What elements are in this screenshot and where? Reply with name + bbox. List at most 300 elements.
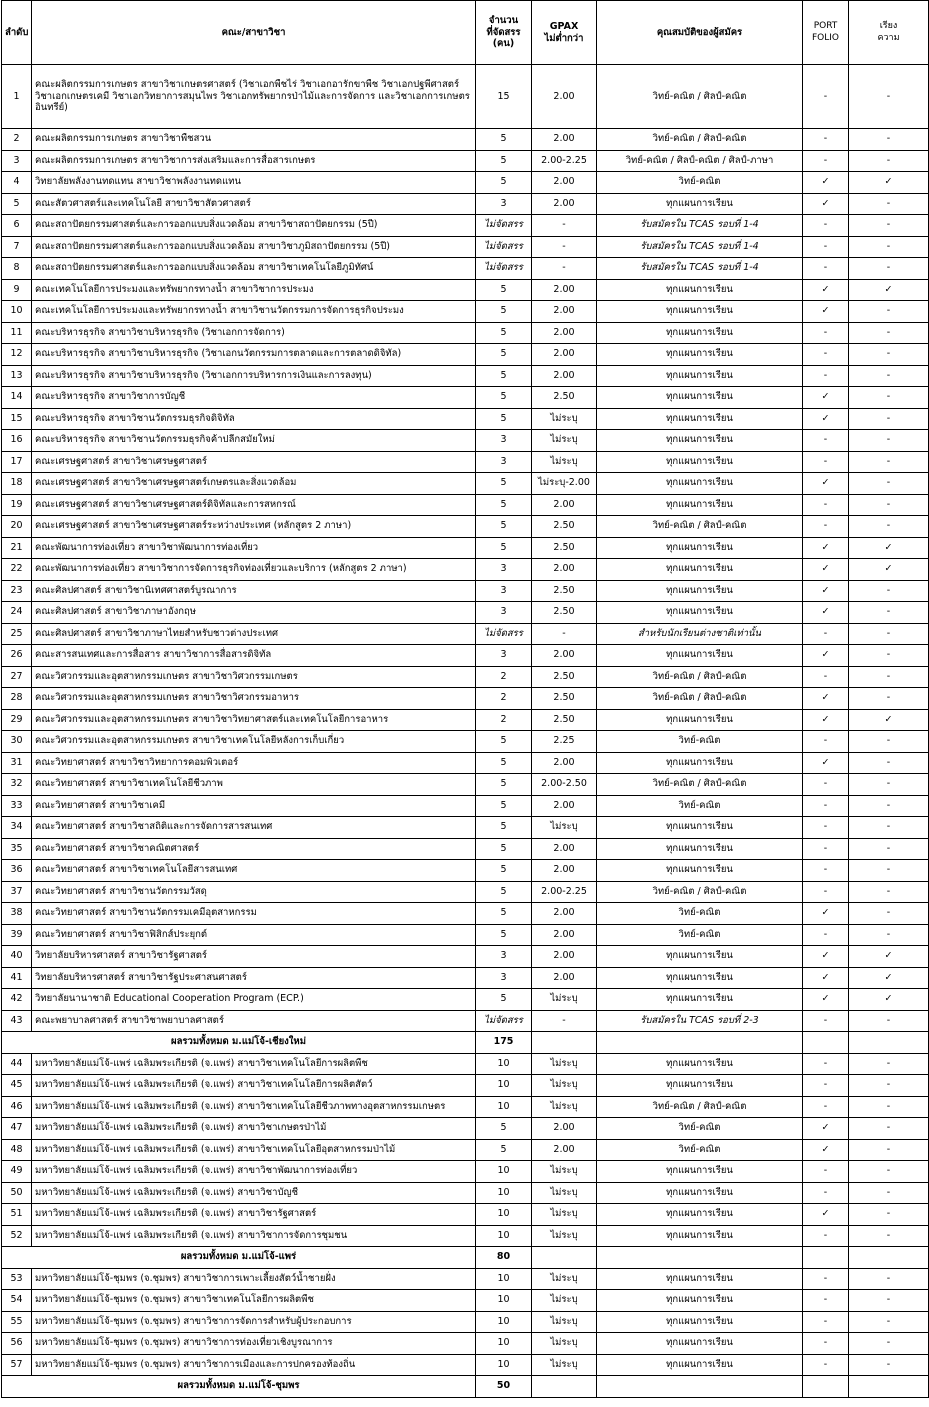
table-row <box>2 65 929 129</box>
cell-quota: 5 <box>476 1139 532 1161</box>
cell-essay: - <box>849 1010 929 1032</box>
cell-gpax: 2.00 <box>532 193 597 215</box>
cell-gpax: 2.00 <box>532 924 597 946</box>
cell-qualification: ทุกแผนการเรียน <box>597 430 803 452</box>
cell-portfolio: ✓ <box>803 301 849 323</box>
cell-gpax: ไม่ระบุ <box>532 1290 597 1312</box>
cell-faculty: คณะเศรษฐศาสตร์ สาขาวิชาเศรษฐศาสตร์ดิจิทัลและการสหกรณ์ <box>32 494 476 516</box>
cell-quota: 10 <box>476 1096 532 1118</box>
cell-essay: - <box>849 602 929 624</box>
cell-faculty: คณะวิทยาศาสตร์ สาขาวิชาเทคโนโลยีชีวภาพ <box>32 774 476 796</box>
cell-no: 13 <box>2 365 32 387</box>
cell-faculty: คณะวิทยาศาสตร์ สาขาวิชานวัตกรรมวัสดุ <box>32 881 476 903</box>
cell-faculty: คณะเศรษฐศาสตร์ สาขาวิชาเศรษฐศาสตร์เกษตรและสิ่งแวดล้อม <box>32 473 476 495</box>
cell-gpax: - <box>532 236 597 258</box>
cell-portfolio: - <box>803 1268 849 1290</box>
cell-gpax: 2.00 <box>532 279 597 301</box>
table-row <box>2 1053 929 1075</box>
cell-faculty: วิทยาลัยบริหารศาสตร์ สาขาวิชารัฐประศาสนศาสตร์ <box>32 967 476 989</box>
cell-faculty: คณะพัฒนาการท่องเที่ยว สาขาวิชาการจัดการธุรกิจท่องเที่ยวและบริการ (หลักสูตร 2 ภาษา) <box>32 559 476 581</box>
cell-qualification: วิทย์-คณิต / ศิลป์-คณิต <box>597 666 803 688</box>
table-row <box>2 344 929 366</box>
cell-qualification: ทุกแผนการเรียน <box>597 1161 803 1183</box>
cell-quota: 3 <box>476 645 532 667</box>
cell-no: 46 <box>2 1096 32 1118</box>
cell-essay: - <box>849 387 929 409</box>
cell-portfolio: - <box>803 365 849 387</box>
cell-quota: 5 <box>476 731 532 753</box>
table-row <box>2 408 929 430</box>
cell-gpax: 2.00-2.25 <box>532 881 597 903</box>
table-row <box>2 1290 929 1312</box>
cell-quota: 5 <box>476 172 532 194</box>
table-row <box>2 215 929 237</box>
cell-faculty: คณะผลิตกรรมการเกษตร สาขาวิชาพืชสวน <box>32 129 476 151</box>
cell-no: 39 <box>2 924 32 946</box>
table-row <box>2 365 929 387</box>
cell-essay: - <box>849 881 929 903</box>
cell-no: 4 <box>2 172 32 194</box>
cell-quota: 10 <box>476 1268 532 1290</box>
table-row <box>2 258 929 280</box>
cell-portfolio: - <box>803 623 849 645</box>
header-portfolio-line1: PORT <box>813 21 838 32</box>
cell-portfolio: - <box>803 322 849 344</box>
cell-no: 15 <box>2 408 32 430</box>
cell-qualification: ทุกแผนการเรียน <box>597 451 803 473</box>
cell-quota: 2 <box>476 709 532 731</box>
cell-qualification: รับสมัครใน TCAS รอบที่ 1-4 <box>597 215 803 237</box>
cell-faculty: มหาวิทยาลัยแม่โจ้-แพร่ เฉลิมพระเกียรติ (จ.แพร่) สาขาวิชาพัฒนาการท่องเที่ยว <box>32 1161 476 1183</box>
header-gpax-line1: GPAX <box>549 20 579 32</box>
cell-gpax: 2.00 <box>532 322 597 344</box>
cell-quota: 10 <box>476 1204 532 1226</box>
cell-essay: - <box>849 516 929 538</box>
cell-qualification: ทุกแผนการเรียน <box>597 408 803 430</box>
cell-essay: - <box>849 1354 929 1376</box>
cell-gpax: - <box>532 258 597 280</box>
cell-no: 50 <box>2 1182 32 1204</box>
cell-essay: - <box>849 430 929 452</box>
cell-essay: - <box>849 666 929 688</box>
table-row <box>2 279 929 301</box>
cell-no: 21 <box>2 537 32 559</box>
cell-faculty: คณะศิลปศาสตร์ สาขาวิชานิเทศศาสตร์บูรณาการ <box>32 580 476 602</box>
cell-portfolio: ✓ <box>803 408 849 430</box>
cell-quota: 5 <box>476 365 532 387</box>
cell-essay: ✓ <box>849 279 929 301</box>
cell-qualification: ทุกแผนการเรียน <box>597 817 803 839</box>
cell-portfolio: ✓ <box>803 602 849 624</box>
cell-quota: 5 <box>476 322 532 344</box>
header-essay <box>849 1 929 65</box>
table-row <box>2 236 929 258</box>
cell-portfolio: - <box>803 795 849 817</box>
cell-no: 43 <box>2 1010 32 1032</box>
cell-essay: - <box>849 322 929 344</box>
cell-qualification: ทุกแผนการเรียน <box>597 989 803 1011</box>
cell-quota: 10 <box>476 1354 532 1376</box>
cell-no: 53 <box>2 1268 32 1290</box>
cell-qualification: รับสมัครใน TCAS รอบที่ 1-4 <box>597 258 803 280</box>
cell-essay: - <box>849 860 929 882</box>
cell-faculty: คณะวิศวกรรมและอุตสาหกรรมเกษตร สาขาวิชาเทคโนโลยีหลังการเก็บเกี่ยว <box>32 731 476 753</box>
cell-quota: 5 <box>476 344 532 366</box>
cell-qualification: ทุกแผนการเรียน <box>597 387 803 409</box>
cell-portfolio: ✓ <box>803 279 849 301</box>
cell-faculty: คณะวิศวกรรมและอุตสาหกรรมเกษตร สาขาวิชาวิศวกรรมเกษตร <box>32 666 476 688</box>
cell-quota: 10 <box>476 1075 532 1097</box>
cell-portfolio: - <box>803 1053 849 1075</box>
cell-no: 41 <box>2 967 32 989</box>
cell-portfolio: - <box>803 838 849 860</box>
cell-qualification: ทุกแผนการเรียน <box>597 580 803 602</box>
cell-qualification: ทุกแผนการเรียน <box>597 967 803 989</box>
cell-qualification: ทุกแผนการเรียน <box>597 365 803 387</box>
cell-essay: - <box>849 580 929 602</box>
cell-portfolio: - <box>803 494 849 516</box>
cell-qualification: วิทย์-คณิต / ศิลป์-คณิต / ศิลป์-ภาษา <box>597 150 803 172</box>
cell-faculty: คณะวิทยาศาสตร์ สาขาวิชาเคมี <box>32 795 476 817</box>
cell-portfolio: - <box>803 65 849 129</box>
subtotal-value: 50 <box>476 1376 532 1398</box>
cell-qualification: ทุกแผนการเรียน <box>597 473 803 495</box>
cell-gpax: 2.50 <box>532 666 597 688</box>
cell-essay: - <box>849 1333 929 1355</box>
cell-essay: - <box>849 688 929 710</box>
cell-no: 54 <box>2 1290 32 1312</box>
cell-faculty: มหาวิทยาลัยแม่โจ้-แพร่ เฉลิมพระเกียรติ (จ.แพร่) สาขาวิชาเทคโนโลยีอุตสาหกรรมป่าไม้ <box>32 1139 476 1161</box>
cell-no: 20 <box>2 516 32 538</box>
cell-no: 17 <box>2 451 32 473</box>
cell-quota: 3 <box>476 602 532 624</box>
cell-essay: - <box>849 344 929 366</box>
cell-qualification: ทุกแผนการเรียน <box>597 1182 803 1204</box>
table-row <box>2 494 929 516</box>
cell-gpax: 2.00 <box>532 494 597 516</box>
header-portfolio <box>803 1 849 65</box>
table-row <box>2 1268 929 1290</box>
table-row <box>2 1333 929 1355</box>
cell-portfolio: - <box>803 1096 849 1118</box>
table-row <box>2 795 929 817</box>
cell-quota: 10 <box>476 1161 532 1183</box>
cell-no: 8 <box>2 258 32 280</box>
cell-faculty: คณะสถาปัตยกรรมศาสตร์และการออกแบบสิ่งแวดล้อม สาขาวิชาภูมิสถาปัตยกรรม (5ปี) <box>32 236 476 258</box>
cell-essay: - <box>849 494 929 516</box>
cell-portfolio: - <box>803 924 849 946</box>
cell-faculty: มหาวิทยาลัยแม่โจ้-ชุมพร (จ.ชุมพร) สาขาวิชาการจัดการสำหรับผู้ประกอบการ <box>32 1311 476 1333</box>
header-essay-line1: เรียง <box>879 21 898 32</box>
cell-quota: ไม่จัดสรร <box>476 258 532 280</box>
cell-portfolio: - <box>803 666 849 688</box>
cell-essay: - <box>849 1118 929 1140</box>
cell-gpax: ไม่ระบุ <box>532 1333 597 1355</box>
cell-essay: - <box>849 150 929 172</box>
cell-no: 12 <box>2 344 32 366</box>
cell-qualification: วิทย์-คณิต <box>597 1118 803 1140</box>
cell-qualification: ทุกแผนการเรียน <box>597 1290 803 1312</box>
cell-gpax: ไม่ระบุ <box>532 1053 597 1075</box>
cell-no: 44 <box>2 1053 32 1075</box>
cell-quota: 2 <box>476 688 532 710</box>
cell-essay: - <box>849 1161 929 1183</box>
cell-quota: 5 <box>476 150 532 172</box>
cell-gpax: 2.00 <box>532 1139 597 1161</box>
table-header-row <box>2 1 929 65</box>
cell-qualification: สำหรับนักเรียนต่างชาติเท่านั้น <box>597 623 803 645</box>
cell-qualification: ทุกแผนการเรียน <box>597 344 803 366</box>
cell-essay: ✓ <box>849 172 929 194</box>
cell-gpax: 2.50 <box>532 602 597 624</box>
cell-qualification: วิทย์-คณิต / ศิลป์-คณิต <box>597 774 803 796</box>
subtotal-label: ผลรวมทั้งหมด ม.แม่โจ้-เชียงใหม่ <box>2 1032 476 1054</box>
cell-gpax: 2.50 <box>532 537 597 559</box>
cell-quota: 5 <box>476 817 532 839</box>
header-quota-line1: จำนวน <box>488 14 519 26</box>
cell-essay: - <box>849 65 929 129</box>
table-row <box>2 1096 929 1118</box>
cell-gpax: 2.00 <box>532 65 597 129</box>
cell-no: 1 <box>2 65 32 129</box>
cell-essay: - <box>849 365 929 387</box>
cell-faculty: คณะบริหารธุรกิจ สาขาวิชานวัตกรรมธุรกิจค้าปลีกสมัยใหม่ <box>32 430 476 452</box>
cell-portfolio: ✓ <box>803 473 849 495</box>
table-row <box>2 688 929 710</box>
header-no: ลำดับ <box>2 1 32 65</box>
cell-portfolio: - <box>803 731 849 753</box>
cell-portfolio: - <box>803 236 849 258</box>
cell-essay: - <box>849 752 929 774</box>
cell-essay: - <box>849 451 929 473</box>
table-row <box>2 623 929 645</box>
cell-faculty: มหาวิทยาลัยแม่โจ้-ชุมพร (จ.ชุมพร) สาขาวิชาการท่องเที่ยวเชิงบูรณาการ <box>32 1333 476 1355</box>
cell-qualification: ทุกแผนการเรียน <box>597 645 803 667</box>
cell-qualification: วิทย์-คณิต / ศิลป์-คณิต <box>597 129 803 151</box>
cell-qualification: ทุกแผนการเรียน <box>597 193 803 215</box>
cell-qualification: วิทย์-คณิต / ศิลป์-คณิต <box>597 688 803 710</box>
cell-essay: - <box>849 1096 929 1118</box>
cell-portfolio: ✓ <box>803 752 849 774</box>
cell-gpax: ไม่ระบุ <box>532 1161 597 1183</box>
cell-quota: 5 <box>476 1118 532 1140</box>
subtotal-value: 175 <box>476 1032 532 1054</box>
cell-no: 35 <box>2 838 32 860</box>
cell-essay: - <box>849 623 929 645</box>
cell-faculty: คณะศิลปศาสตร์ สาขาวิชาภาษาอังกฤษ <box>32 602 476 624</box>
cell-no: 6 <box>2 215 32 237</box>
cell-faculty: คณะพยาบาลศาสตร์ สาขาวิชาพยาบาลศาสตร์ <box>32 1010 476 1032</box>
cell-quota: 3 <box>476 580 532 602</box>
table-row <box>2 1118 929 1140</box>
cell-faculty: คณะวิทยาศาสตร์ สาขาวิชาสถิติและการจัดการสารสนเทศ <box>32 817 476 839</box>
cell-gpax: ไม่ระบุ <box>532 1182 597 1204</box>
header-portfolio-line2: FOLIO <box>811 32 839 43</box>
table-row <box>2 580 929 602</box>
header-quota <box>476 1 532 65</box>
cell-essay: - <box>849 731 929 753</box>
table-row <box>2 1311 929 1333</box>
cell-no: 3 <box>2 150 32 172</box>
cell-portfolio: ✓ <box>803 559 849 581</box>
cell-gpax: ไม่ระบุ <box>532 1075 597 1097</box>
cell-quota: 5 <box>476 537 532 559</box>
table-row <box>2 473 929 495</box>
cell-no: 16 <box>2 430 32 452</box>
cell-quota: 5 <box>476 279 532 301</box>
cell-no: 27 <box>2 666 32 688</box>
cell-essay: - <box>849 924 929 946</box>
cell-portfolio: - <box>803 430 849 452</box>
cell-quota: 5 <box>476 408 532 430</box>
cell-portfolio: ✓ <box>803 1118 849 1140</box>
table-row <box>2 1010 929 1032</box>
cell-faculty: มหาวิทยาลัยแม่โจ้-แพร่ เฉลิมพระเกียรติ (จ.แพร่) สาขาวิชาเทคโนโลยีการผลิตสัตว์ <box>32 1075 476 1097</box>
cell-quota: 10 <box>476 1053 532 1075</box>
header-essay-line2: ความ <box>877 32 900 43</box>
cell-quota: 3 <box>476 451 532 473</box>
cell-faculty: คณะบริหารธุรกิจ สาขาวิชาบริหารธุรกิจ (วิชาเอกการบริหารการเงินและการลงทุน) <box>32 365 476 387</box>
table-row <box>2 774 929 796</box>
table-row <box>2 559 929 581</box>
cell-gpax: - <box>532 623 597 645</box>
cell-faculty: คณะสารสนเทศและการสื่อสาร สาขาวิชาการสื่อสารดิจิทัล <box>32 645 476 667</box>
cell-essay: - <box>849 1075 929 1097</box>
table-row <box>2 1182 929 1204</box>
table-row <box>2 193 929 215</box>
cell-gpax: ไม่ระบุ <box>532 1311 597 1333</box>
cell-essay: - <box>849 903 929 925</box>
cell-quota: ไม่จัดสรร <box>476 215 532 237</box>
cell-faculty: คณะวิทยาศาสตร์ สาขาวิชาเทคโนโลยีสารสนเทศ <box>32 860 476 882</box>
cell-portfolio: - <box>803 1354 849 1376</box>
cell-essay: ✓ <box>849 537 929 559</box>
cell-qualification: ทุกแผนการเรียน <box>597 602 803 624</box>
cell-quota: ไม่จัดสรร <box>476 623 532 645</box>
cell-no: 32 <box>2 774 32 796</box>
cell-essay: - <box>849 1311 929 1333</box>
cell-quota: 5 <box>476 989 532 1011</box>
cell-quota: ไม่จัดสรร <box>476 1010 532 1032</box>
cell-no: 57 <box>2 1354 32 1376</box>
cell-quota: 5 <box>476 516 532 538</box>
cell-essay: ✓ <box>849 559 929 581</box>
table-row <box>2 1354 929 1376</box>
cell-qualification: ทุกแผนการเรียน <box>597 1053 803 1075</box>
cell-qualification: วิทย์-คณิต <box>597 1139 803 1161</box>
cell-quota: 3 <box>476 430 532 452</box>
cell-quota: 10 <box>476 1225 532 1247</box>
cell-gpax: 2.50 <box>532 688 597 710</box>
cell-quota: 5 <box>476 903 532 925</box>
header-quota-line3: (คน) <box>492 38 515 50</box>
cell-quota: 3 <box>476 967 532 989</box>
table-row <box>2 645 929 667</box>
table-row <box>2 301 929 323</box>
cell-gpax: - <box>532 1010 597 1032</box>
cell-faculty: มหาวิทยาลัยแม่โจ้-แพร่ เฉลิมพระเกียรติ (จ.แพร่) สาขาวิชาบัญชี <box>32 1182 476 1204</box>
cell-gpax: 2.00 <box>532 172 597 194</box>
cell-faculty: มหาวิทยาลัยแม่โจ้-แพร่ เฉลิมพระเกียรติ (จ.แพร่) สาขาวิชาเทคโนโลยีการผลิตพืช <box>32 1053 476 1075</box>
cell-essay: - <box>849 1139 929 1161</box>
cell-portfolio: ✓ <box>803 903 849 925</box>
table-row <box>2 1139 929 1161</box>
cell-faculty: วิทยาลัยพลังงานทดแทน สาขาวิชาพลังงานทดแทน <box>32 172 476 194</box>
cell-qualification: รับสมัครใน TCAS รอบที่ 2-3 <box>597 1010 803 1032</box>
cell-no: 25 <box>2 623 32 645</box>
subtotal-empty-gpax <box>532 1376 597 1398</box>
cell-portfolio: ✓ <box>803 688 849 710</box>
subtotal-empty-essay <box>849 1247 929 1269</box>
cell-essay: ✓ <box>849 967 929 989</box>
cell-portfolio: - <box>803 129 849 151</box>
cell-gpax: 2.00 <box>532 365 597 387</box>
cell-portfolio: - <box>803 1290 849 1312</box>
subtotal-empty-portfolio <box>803 1247 849 1269</box>
subtotal-empty-qual <box>597 1247 803 1269</box>
cell-gpax: 2.00 <box>532 645 597 667</box>
table-row <box>2 1225 929 1247</box>
cell-essay: - <box>849 215 929 237</box>
cell-gpax: ไม่ระบุ <box>532 1354 597 1376</box>
cell-portfolio: - <box>803 774 849 796</box>
cell-portfolio: - <box>803 1333 849 1355</box>
table-row <box>2 150 929 172</box>
cell-no: 47 <box>2 1118 32 1140</box>
cell-quota: 3 <box>476 559 532 581</box>
cell-essay: - <box>849 838 929 860</box>
cell-essay: - <box>849 795 929 817</box>
cell-gpax: 2.50 <box>532 709 597 731</box>
cell-faculty: คณะวิศวกรรมและอุตสาหกรรมเกษตร สาขาวิชาวิทยาศาสตร์และเทคโนโลยีการอาหาร <box>32 709 476 731</box>
cell-essay: - <box>849 193 929 215</box>
cell-no: 45 <box>2 1075 32 1097</box>
cell-no: 26 <box>2 645 32 667</box>
cell-no: 14 <box>2 387 32 409</box>
subtotal-row <box>2 1247 929 1269</box>
cell-essay: - <box>849 129 929 151</box>
cell-quota: ไม่จัดสรร <box>476 236 532 258</box>
cell-essay: - <box>849 645 929 667</box>
cell-gpax: 2.00 <box>532 752 597 774</box>
cell-no: 34 <box>2 817 32 839</box>
table-row <box>2 537 929 559</box>
subtotal-empty-gpax <box>532 1247 597 1269</box>
cell-faculty: คณะบริหารธุรกิจ สาขาวิชาการบัญชี <box>32 387 476 409</box>
cell-faculty: คณะเศรษฐศาสตร์ สาขาวิชาเศรษฐศาสตร์ <box>32 451 476 473</box>
cell-no: 23 <box>2 580 32 602</box>
cell-faculty: คณะบริหารธุรกิจ สาขาวิชาบริหารธุรกิจ (วิชาเอกนวัตกรรมการตลาดและการตลาดดิจิทัล) <box>32 344 476 366</box>
cell-quota: 3 <box>476 946 532 968</box>
cell-quota: 15 <box>476 65 532 129</box>
subtotal-row <box>2 1376 929 1398</box>
cell-no: 52 <box>2 1225 32 1247</box>
cell-faculty: คณะวิทยาศาสตร์ สาขาวิชาวิทยาการคอมพิวเตอร์ <box>32 752 476 774</box>
cell-qualification: วิทย์-คณิต <box>597 795 803 817</box>
cell-gpax: 2.00 <box>532 838 597 860</box>
cell-portfolio: ✓ <box>803 946 849 968</box>
cell-essay: - <box>849 1053 929 1075</box>
subtotal-empty-essay <box>849 1376 929 1398</box>
cell-gpax: 2.00 <box>532 795 597 817</box>
cell-quota: 5 <box>476 752 532 774</box>
cell-no: 24 <box>2 602 32 624</box>
cell-faculty: คณะสัตวศาสตร์และเทคโนโลยี สาขาวิชาสัตวศาสตร์ <box>32 193 476 215</box>
cell-essay: - <box>849 774 929 796</box>
cell-faculty: มหาวิทยาลัยแม่โจ้-แพร่ เฉลิมพระเกียรติ (จ.แพร่) สาขาวิชาเทคโนโลยีชีวภาพทางอุตสาหกรรมเกษตร <box>32 1096 476 1118</box>
cell-portfolio: ✓ <box>803 387 849 409</box>
cell-essay: - <box>849 258 929 280</box>
